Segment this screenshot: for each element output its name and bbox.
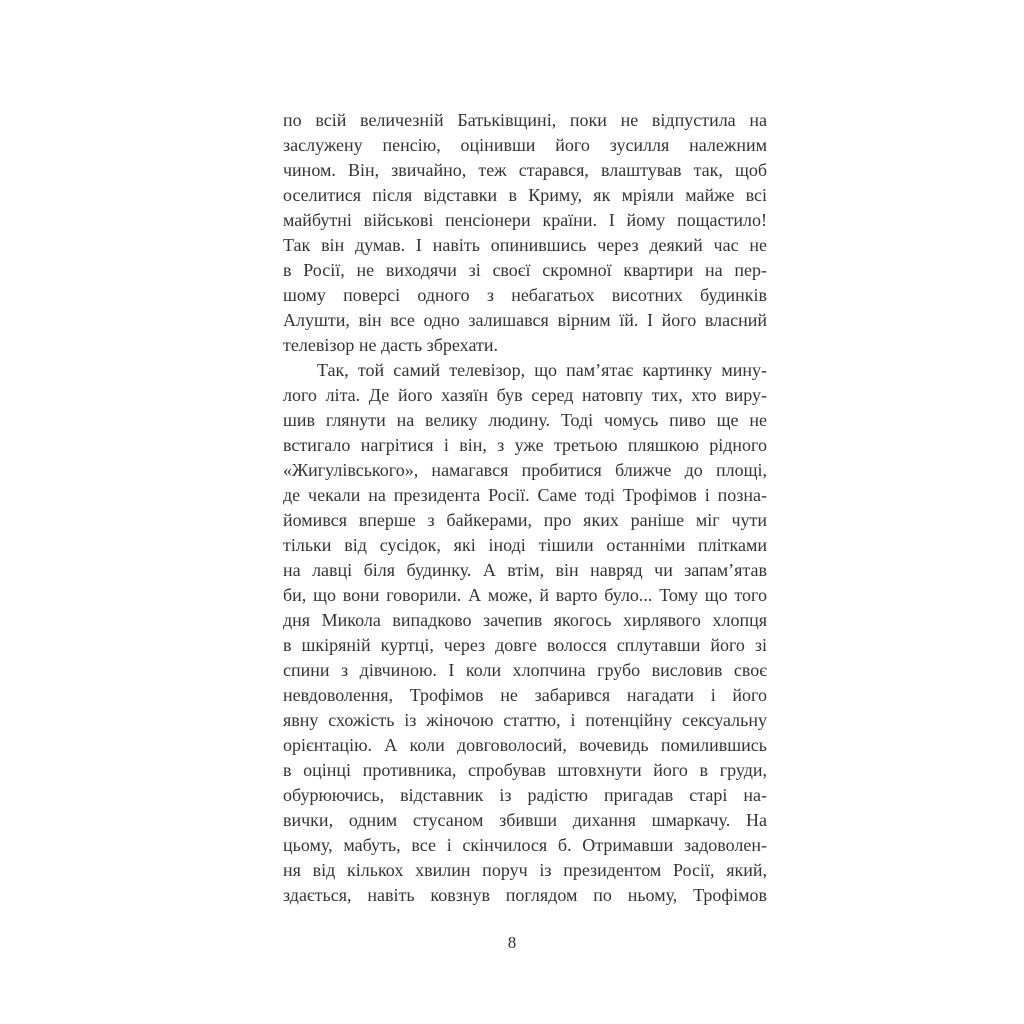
text-line: де чекали на президента Росії. Саме тоді Трофімов і позна- <box>283 485 767 505</box>
text-line: оселитися після відставки в Криму, як мріяли майже всі <box>283 185 767 205</box>
text-line: майбутні військові пенсіонери країни. І йому пощастило! <box>283 210 767 230</box>
text-line: Так, той самий телевізор, що пам’ятає картинку мину- <box>317 360 767 380</box>
text-line: шив глянути на велику людину. Тоді чомусь пиво ще не <box>283 410 767 430</box>
text-line: в Росії, не виходячи зі своєї скромної квартири на пер- <box>283 260 767 280</box>
text-line: чином. Він, звичайно, теж старався, влаштував так, щоб <box>283 160 767 180</box>
text-line: Алушти, він все одно залишався вірним їй. І його власний <box>283 310 767 330</box>
text-line: Так він думав. І навіть опинившись через деякий час не <box>283 235 767 255</box>
text-line: явну схожість із жіночою статтю, і потенційну сексуальну <box>283 710 767 730</box>
text-line: ня від кількох хвилин поруч із президентом Росії, який, <box>283 860 767 880</box>
text-line: в оцінці противника, спробував штовхнути його в груди, <box>283 760 767 780</box>
text-line: лого літа. Де його хазяїн був серед натовпу тих, хто виру- <box>283 385 767 405</box>
text-line: «Жигулівського», намагався пробитися ближче до площі, <box>283 460 767 480</box>
text-body <box>283 108 767 908</box>
text-line: тільки від сусідок, які іноді тішили останніми плітками <box>283 535 767 555</box>
text-line: спини з дівчиною. І коли хлопчина грубо висловив своє <box>283 660 767 680</box>
text-line: в шкіряній куртці, через довге волосся сплутавши його зі <box>283 635 767 655</box>
text-line: на лавці біля будинку. А втім, він навряд чи запам’ятав <box>283 560 767 580</box>
text-line: телевізор не дасть збрехати. <box>283 335 498 355</box>
text-line: дня Микола випадково зачепив якогось хирлявого хлопця <box>283 610 767 630</box>
text-line: би, що вони говорили. А може, й варто було... Тому що того <box>283 585 767 605</box>
text-line: невдоволення, Трофімов не забарився нагадати і його <box>283 685 767 705</box>
text-line: по всій величезній Батьківщині, поки не відпустила на <box>283 110 767 130</box>
text-line: йомився вперше з байкерами, про яких раніше міг чути <box>283 510 767 530</box>
text-line: обурюючись, відставник із радістю пригадав старі на- <box>283 785 767 805</box>
text-line: вички, одним стусаном збивши дихання шмаркачу. На <box>283 810 767 830</box>
text-line: встигало нагрітися і він, з уже третьою пляшкою рідного <box>283 435 767 455</box>
page-number: 8 <box>507 933 517 952</box>
text-line: заслужену пенсію, оцінивши його зусилля належним <box>283 135 767 155</box>
text-line: шому поверсі одного з небагатьох висотних будинків <box>283 285 767 305</box>
text-line: здається, навіть ковзнув поглядом по ньому, Трофімов <box>283 885 767 905</box>
text-line: орієнтацію. А коли довговолосий, вочевидь помилившись <box>283 735 767 755</box>
text-line: цьому, мабуть, все і скінчилося б. Отримавши задоволен- <box>283 835 767 855</box>
